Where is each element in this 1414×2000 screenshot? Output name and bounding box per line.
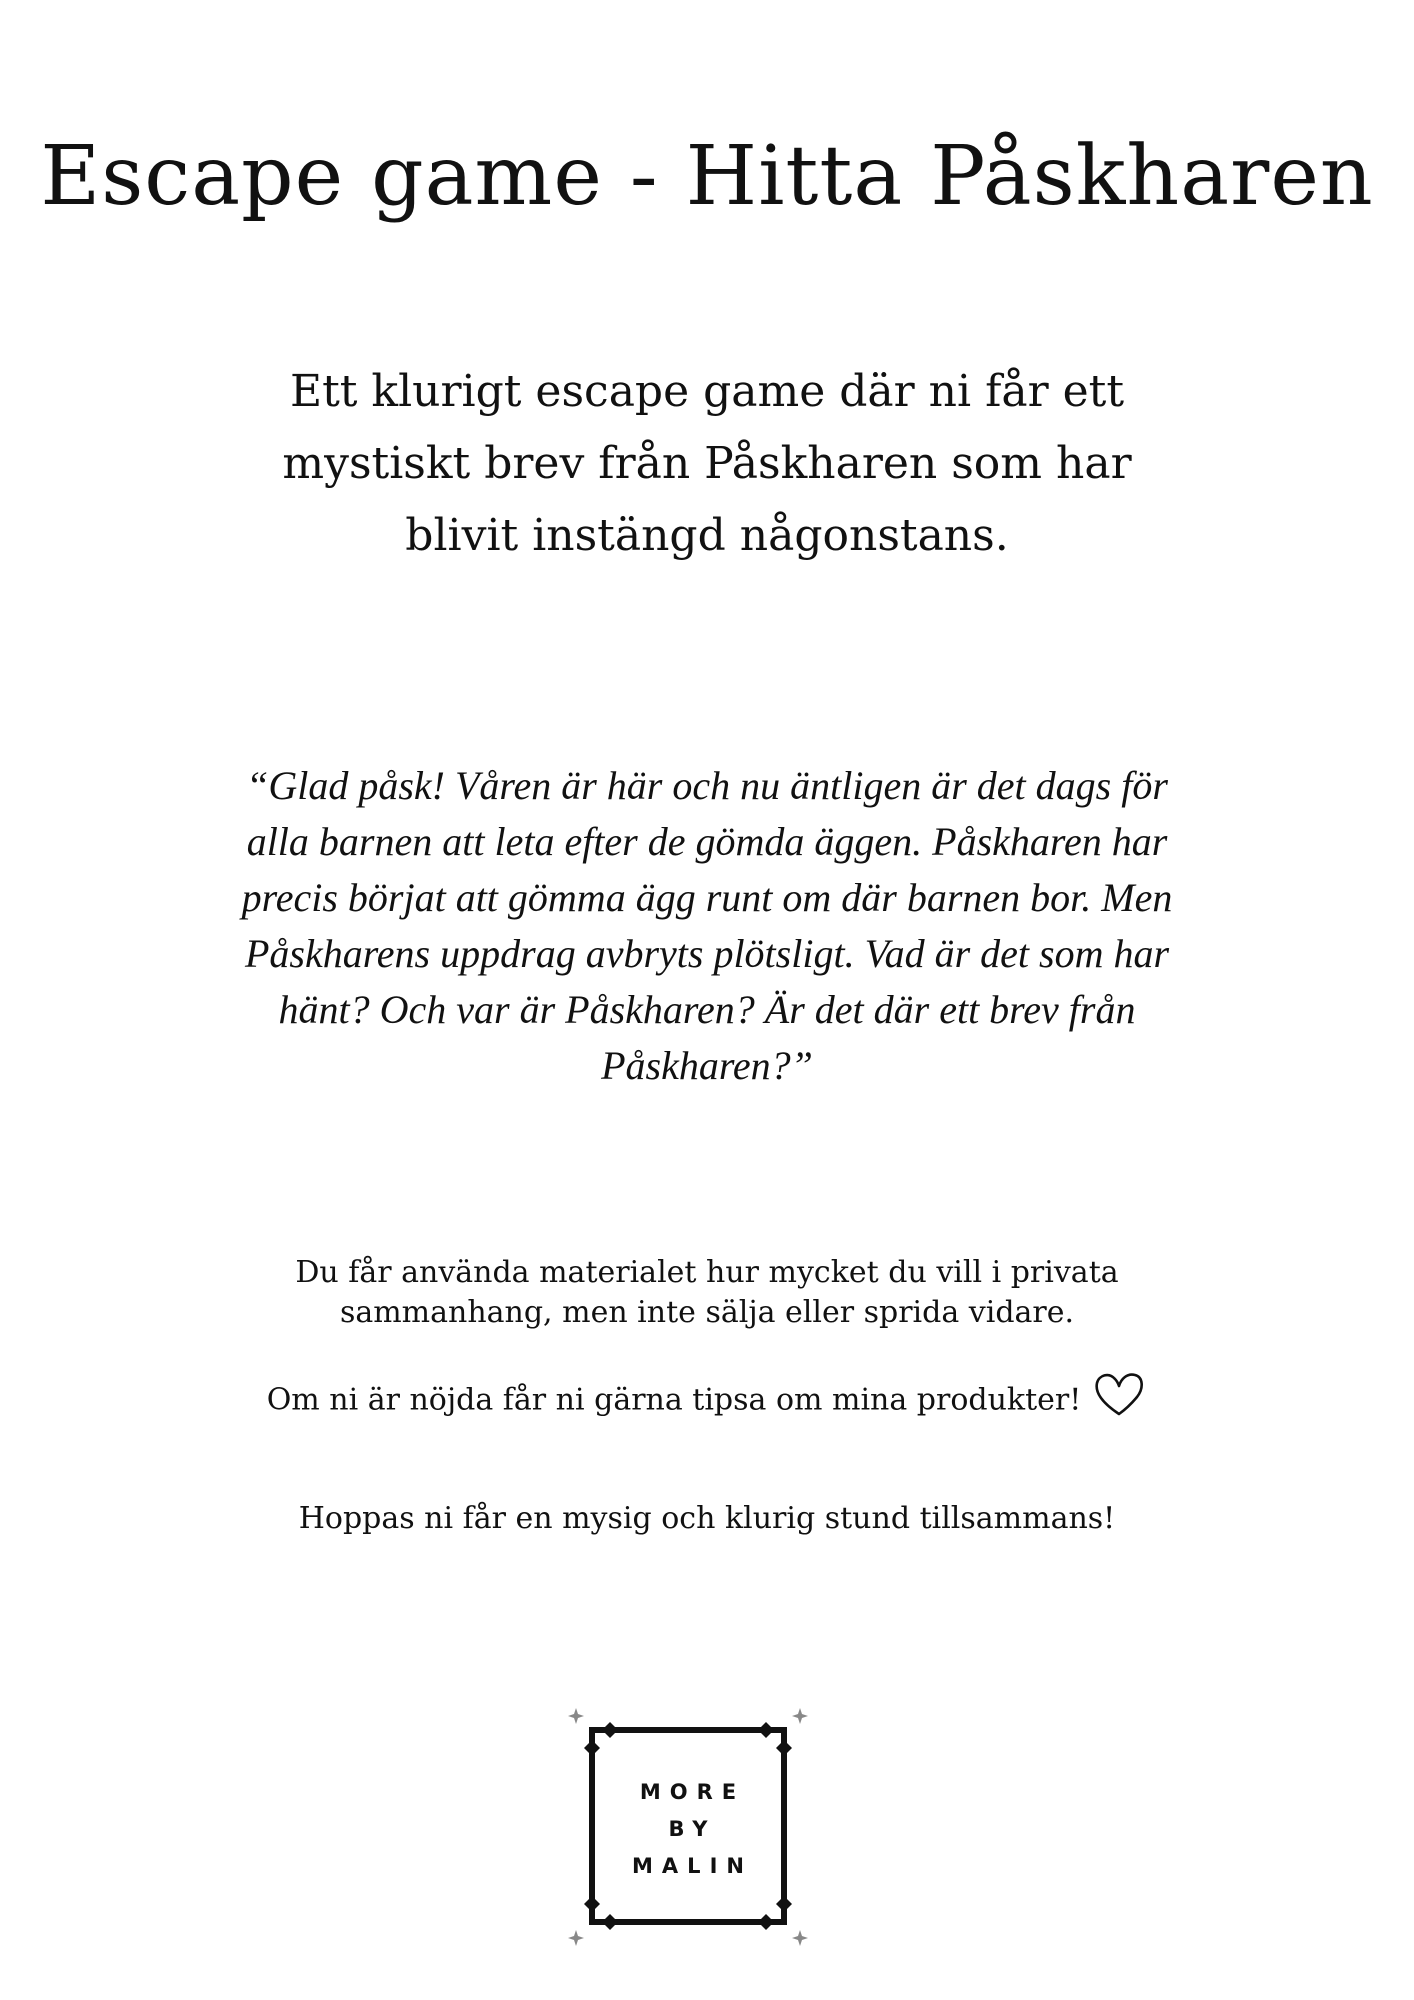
more-by-malin-logo bbox=[568, 1706, 808, 1946]
recommend-note-text: Om ni är nöjda får ni gärna tipsa om mina produkter! bbox=[266, 1382, 1082, 1418]
quote-line: alla barnen att leta efter de gömda äggen. Påskharen har bbox=[246, 819, 1168, 864]
quote-line: Påskharens uppdrag avbryts plötsligt. Vad är det som har bbox=[244, 931, 1170, 976]
quote-line: hänt? Och var är Påskharen? Är det där ett brev från bbox=[278, 987, 1136, 1032]
usage-note-line: sammanhang, men inte sälja eller sprida vidare. bbox=[339, 1295, 1075, 1330]
quote-line: precis börjat att gömma ägg runt om där barnen bor. Men bbox=[241, 875, 1173, 920]
intro-line: Ett klurigt escape game där ni får ett bbox=[289, 366, 1125, 417]
quote-line: “Glad påsk! Våren är här och nu äntligen är det dags för bbox=[246, 763, 1168, 808]
usage-note-line: Du får använda materialet hur mycket du vill i privata bbox=[295, 1255, 1119, 1290]
heart-icon bbox=[1091, 1368, 1147, 1431]
intro-paragraph bbox=[240, 356, 1174, 572]
logo-line: BY bbox=[668, 1817, 717, 1841]
logo-wordmark bbox=[568, 1774, 808, 1885]
intro-line: mystiskt brev från Påskharen som har bbox=[282, 438, 1132, 489]
usage-note bbox=[200, 1253, 1214, 1333]
quote-line: Påskharen?” bbox=[601, 1043, 813, 1088]
page-title: Escape game - Hitta Påskharen bbox=[40, 129, 1374, 224]
intro-line: blivit instängd någonstans. bbox=[405, 510, 1009, 561]
recommend-note bbox=[200, 1372, 1214, 1431]
logo-line: MORE bbox=[639, 1780, 746, 1804]
logo-line: MALIN bbox=[632, 1854, 753, 1878]
closing-note: Hoppas ni får en mysig och klurig stund tillsammans! bbox=[298, 1501, 1116, 1536]
story-quote bbox=[160, 758, 1254, 1094]
